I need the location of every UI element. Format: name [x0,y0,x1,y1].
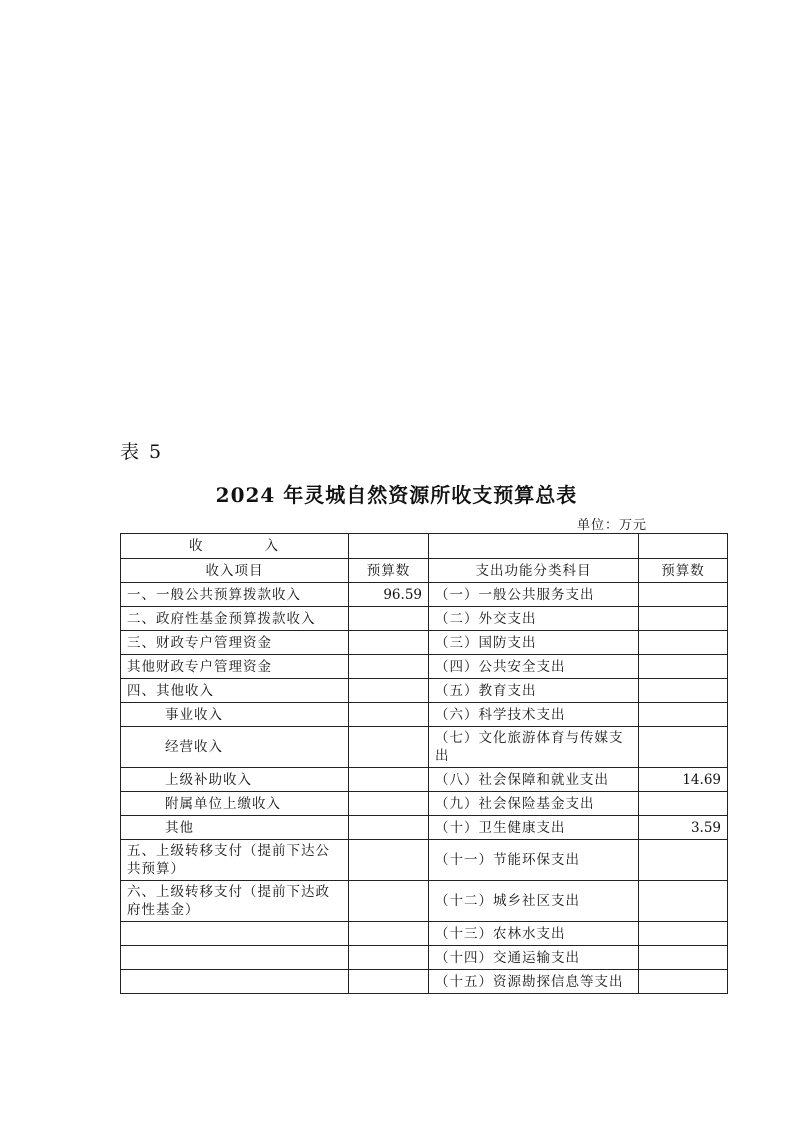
column-header-row [121,559,728,583]
table-row [121,881,728,922]
income-item [121,922,349,946]
expense-amount [639,792,728,816]
income-amount-header: 预算数 [349,559,429,583]
table-row [121,655,728,679]
expense-item-header: 支出功能分类科目 [429,559,639,583]
expense-item: （十三）农林水支出 [429,922,639,946]
table-row [121,607,728,631]
income-item: 事业收入 [121,703,349,727]
income-item [121,946,349,970]
expense-item: （七）文化旅游体育与传媒支出 [429,727,639,768]
expense-amount [639,631,728,655]
table-row [121,631,728,655]
expense-amount [639,607,728,631]
income-amount [349,970,429,994]
table-row [121,946,728,970]
expense-item: （十四）交通运输支出 [429,946,639,970]
expense-amount: 14.69 [639,768,728,792]
table-row [121,922,728,946]
income-amount [349,922,429,946]
table-label: 表 5 [120,441,164,463]
expense-amount [639,946,728,970]
page-title: 2024 年灵城自然资源所收支预算总表 [215,483,578,507]
expense-amount: 3.59 [639,816,728,840]
income-item-header: 收入项目 [121,559,349,583]
expense-item: （八）社会保障和就业支出 [429,768,639,792]
income-item: 其他 [121,816,349,840]
expense-item: （三）国防支出 [429,631,639,655]
income-item: 二、政府性基金预算拨款收入 [121,607,349,631]
expense-amount [639,703,728,727]
table-row [121,727,728,768]
expense-item: （九）社会保险基金支出 [429,792,639,816]
expense-amount [639,881,728,922]
expense-item: （十）卫生健康支出 [429,816,639,840]
table-row [121,679,728,703]
income-amount [349,792,429,816]
empty-cell [349,534,429,559]
income-item: 附属单位上缴收入 [121,792,349,816]
table-row [121,970,728,994]
expense-amount [639,922,728,946]
income-item: 一、一般公共预算拨款收入 [121,583,349,607]
income-item: 上级补助收入 [121,768,349,792]
expense-amount [639,727,728,768]
income-amount [349,840,429,881]
income-item: 其他财政专户管理资金 [121,655,349,679]
income-group-header [121,534,349,559]
table-row [121,583,728,607]
income-group-char-b: 入 [264,538,278,554]
expense-amount [639,655,728,679]
income-item: 六、上级转移支付（提前下达政府性基金） [121,881,349,922]
expense-item: （四）公共安全支出 [429,655,639,679]
expense-amount [639,679,728,703]
income-amount [349,679,429,703]
expense-item: （五）教育支出 [429,679,639,703]
income-amount [349,768,429,792]
table-row [121,816,728,840]
income-amount [349,881,429,922]
empty-cell [639,534,728,559]
budget-table [120,533,728,994]
income-item: 四、其他收入 [121,679,349,703]
group-header-row [121,534,728,559]
income-amount [349,946,429,970]
expense-item: （十一）节能环保支出 [429,840,639,881]
expense-item: （二）外交支出 [429,607,639,631]
expense-amount-header: 预算数 [639,559,728,583]
expense-item: （一）一般公共服务支出 [429,583,639,607]
income-amount [349,703,429,727]
expense-amount [639,840,728,881]
income-item [121,970,349,994]
table-row [121,840,728,881]
income-amount [349,607,429,631]
empty-cell [429,534,639,559]
expense-item: （十五）资源勘探信息等支出 [429,970,639,994]
expense-amount [639,970,728,994]
income-amount: 96.59 [349,583,429,607]
unit-label: 单位：万元 [577,518,648,533]
income-amount [349,655,429,679]
table-row [121,792,728,816]
income-amount [349,727,429,768]
income-item: 经营收入 [121,727,349,768]
table-row [121,768,728,792]
income-item: 五、上级转移支付（提前下达公共预算） [121,840,349,881]
expense-amount [639,583,728,607]
expense-item: （六）科学技术支出 [429,703,639,727]
table-row [121,703,728,727]
income-amount [349,816,429,840]
expense-item: （十二）城乡社区支出 [429,881,639,922]
income-group-char-a: 收 [189,538,203,554]
income-item: 三、财政专户管理资金 [121,631,349,655]
income-amount [349,631,429,655]
